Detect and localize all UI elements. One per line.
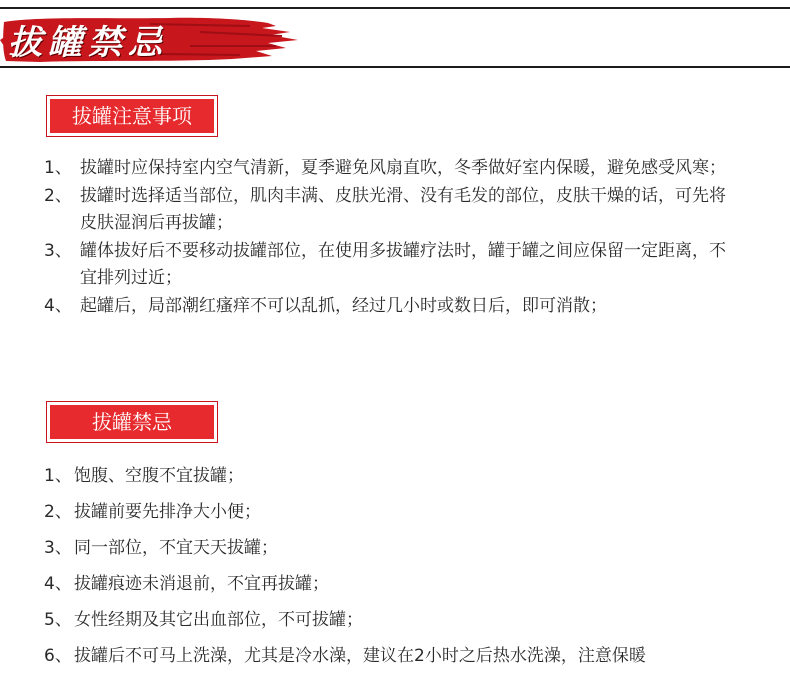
list-item-text: 拔罐后不可马上洗澡，尤其是冷水澡，建议在2小时之后热水洗澡，注意保暖 [74, 646, 646, 666]
list-item [0, 183, 790, 237]
list-item-number: 1、 [44, 466, 72, 486]
section1-label-box [46, 95, 218, 137]
list-item [0, 602, 790, 638]
list-item [0, 494, 790, 530]
list-item-text: 饱腹、空腹不宜拔罐； [74, 466, 244, 486]
list-item-text: 拔罐时选择适当部位，肌肉丰满、皮肤光滑、没有毛发的部位，皮肤干燥的话，可先将皮肤湿润后再拔罐； [80, 186, 726, 233]
list-item [0, 293, 790, 320]
list-item-number: 6、 [44, 646, 72, 666]
list-item-text: 罐体拔好后不要移动拔罐部位，在使用多拔罐疗法时，罐于罐之间应保留一定距离，不宜排列过近； [80, 241, 726, 288]
banner-title: 拔罐禁忌 [8, 23, 168, 63]
list-item-number: 5、 [44, 610, 72, 630]
header-banner [0, 10, 300, 66]
list-item-number: 3、 [44, 241, 72, 261]
list-item-text: 拔罐痕迹未消退前，不宜再拔罐； [74, 574, 329, 594]
list-item [0, 566, 790, 602]
section1-label: 拔罐注意事项 [50, 99, 214, 133]
list-item-text: 同一部位，不宜天天拔罐； [74, 538, 278, 558]
top-rule [0, 7, 790, 9]
list-item [0, 638, 790, 674]
contraindications-list [0, 458, 790, 674]
section2-label-box [46, 401, 218, 443]
list-item-number: 4、 [44, 296, 72, 316]
list-item-text: 拔罐前要先排净大小便； [74, 502, 261, 522]
precautions-list [0, 155, 790, 321]
list-item [0, 530, 790, 566]
list-item-number: 1、 [44, 158, 72, 178]
list-item-number: 4、 [44, 574, 72, 594]
list-item-text: 女性经期及其它出血部位，不可拔罐； [74, 610, 363, 630]
list-item-text: 起罐后，局部潮红瘙痒不可以乱抓，经过几小时或数日后，即可消散； [80, 296, 607, 316]
list-item-text: 拔罐时应保持室内空气清新，夏季避免风扇直吹，冬季做好室内保暖，避免感受风寒； [80, 158, 726, 178]
list-item [0, 458, 790, 494]
header-bottom-rule [0, 66, 790, 68]
list-item [0, 155, 790, 182]
list-item-number: 3、 [44, 538, 72, 558]
list-item-number: 2、 [44, 186, 72, 206]
list-item [0, 238, 790, 292]
section2-label: 拔罐禁忌 [50, 405, 214, 439]
list-item-number: 2、 [44, 502, 72, 522]
